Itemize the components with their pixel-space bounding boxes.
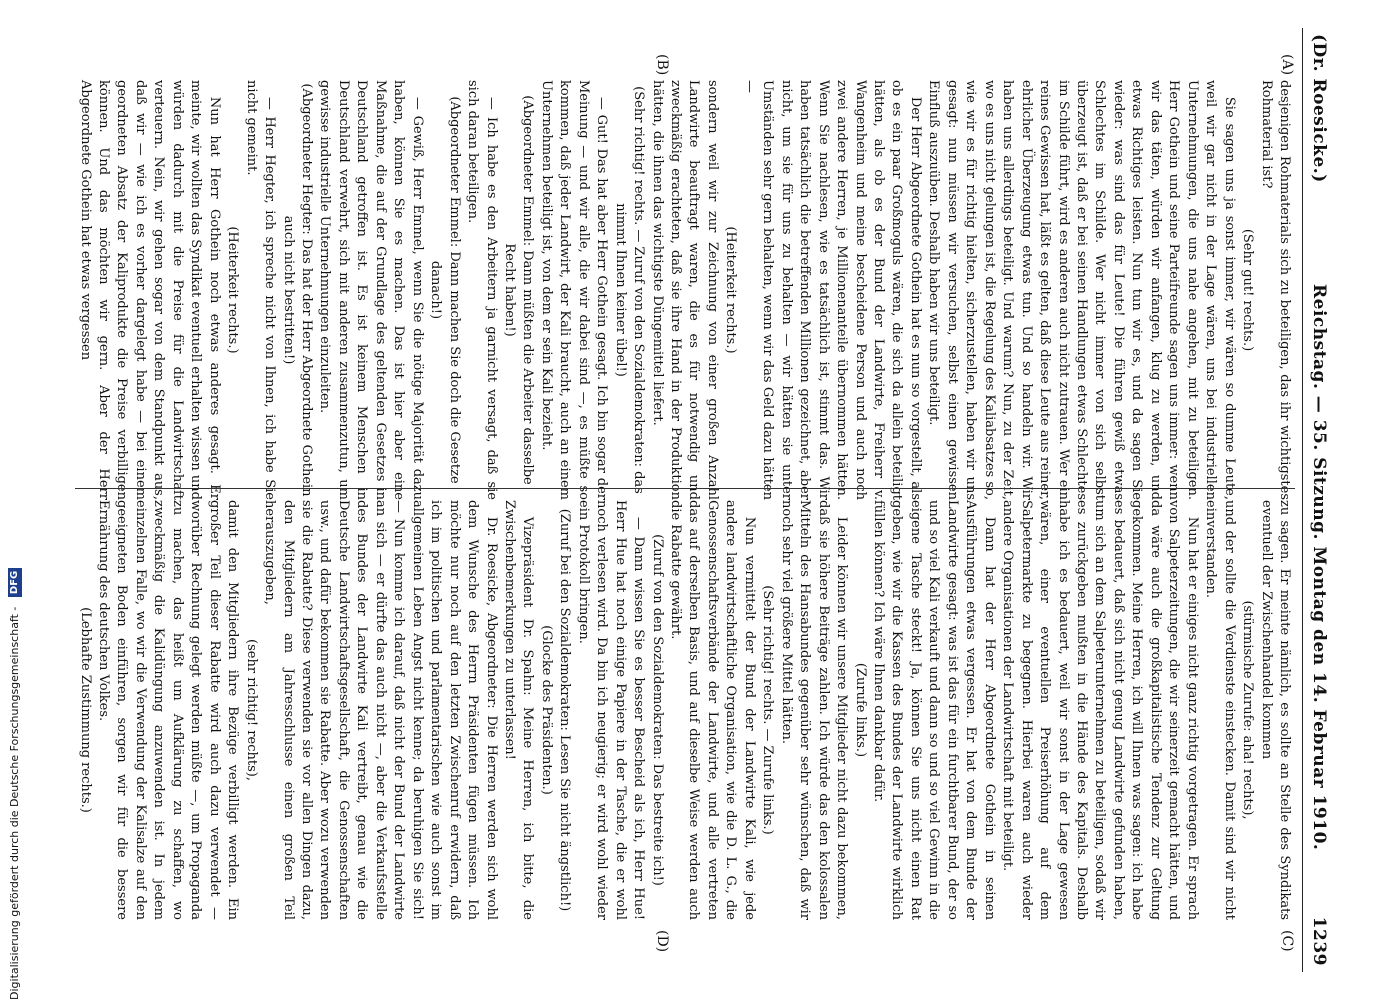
paragraph: (sehr richtig! rechts), bbox=[243, 639, 259, 781]
paragraph: Nun vermittelt der Bund der Landwirte Kali, wie jede andere landwirtschaftliche Organisation, wie die D. L. G., die Genossenschaftsverbände der Landwirte, und alle vertreten das auf derselben Basis, und auf dieselbe Weise werden auch die Rabatte gewährt. bbox=[668, 500, 757, 920]
paragraph: Der Herr Abgeordnete Gothein hat es nun so vorgestellt, als ob es ein paar Großmoguls wären, die sich da allein beteiligt hätten, als ob es der Bund der Landwirte, Freiherr v. Wangenheim und meine bescheidene Person und auch noch zwei andere Herren, je Millionenanteile übernommen hätten. Wenn Sie nachlesen, wie es tatsächlich ist, stimmt das. Wir haben tatsächlich die betreffenden Millionen gezeichnet, aber nicht, um sie für uns zu behalten — wir hätten sie unter Umständen sehr gern behalten, wenn wir das Geld dazu hätten — bbox=[741, 80, 923, 500]
paragraph: Leider können wir unsere Mitglieder nicht dazu bekommen, daß sie höhere Beiträge zahlen. Ich würde das den kolossalen Mitteln des Hansabundes gegenüber sehr wünschen, daß wir noch sehr viel größere Mittel hätten. bbox=[778, 500, 850, 920]
paragraph: (Zuruf von den Sozialdemokraten: Das bestreite ich!) bbox=[649, 534, 665, 886]
margin-marker-b: (B) bbox=[654, 54, 670, 76]
paragraph: (Abgeordneter Emmel: Dann machen Sie doch die Gesetze danach!) bbox=[428, 96, 462, 484]
margin-marker-c: (C) bbox=[1279, 930, 1295, 952]
paragraph: Dann hat der Herr Abgeordnete Gothein in seinen Ausführungen etwas vergessen. Er hat von dem Bunde der Landwirte gesagt: was ist das für ein furchtbarer Bund, der so und so viel Kali verkauft und dann so und so viel Gewinn in die eigene Tasche steckt! Ja, können Sie uns nicht einen Rat geben, wie wir die Kassen des Bundes der Landwirte wirklich füllen können? Ich wäre Ihnen dankbar dafür. bbox=[871, 500, 997, 920]
paragraph: Vizepräsident Dr. Spahn: Meine Herren, ich bitte, die Zwischenbemerkungen zu unterlassen! bbox=[501, 500, 536, 920]
paragraph: (stürmische Zurufe: aha! rechts), bbox=[1240, 600, 1256, 820]
paragraph: (Zurufe links.) bbox=[852, 662, 868, 758]
margin-marker-a: (A) bbox=[1279, 54, 1295, 76]
page-title: Reichstag. — 35. Sitzung. Montag den 14. Februar 1910. bbox=[1309, 284, 1329, 851]
paragraph: damit den Mitgliedern ihre Bezüge verbilligt werden. Ein großer Teil dieser Rabatte wird auch dazu verwendet — worüber Rechnung gelegt werden müßte —, um Propaganda zu machen, das heißt um Aufklärung zu schaffen, wo zweckmäßig die Kalidüngung anzuwenden ist. In jedem einzelnen Falle, wo wir die Verwendung der Kalisalze auf den geeigneten Boden einführen, sorgen wir für die bessere Ernährung des deutschen Volkes. bbox=[96, 500, 241, 920]
rotated-document-page bbox=[35, 20, 1335, 980]
paragraph: und der sollte die Verdienste einstecken. Damit sind wir nicht einverstanden. bbox=[1203, 500, 1237, 920]
header-rule bbox=[1302, 28, 1303, 972]
margin-marker-d: (D) bbox=[654, 930, 670, 953]
paragraph: (Zuruf bei den Sozialdemokraten: Lesen Sie nicht ängstlich!) bbox=[557, 508, 573, 912]
paragraph: — Ich habe es den Arbeitern ja garnicht versagt, daß sie sich daran beteiligen. bbox=[465, 80, 499, 500]
paragraph: zu sagen. Er meinte nämlich, es sollte an Stelle des Syndikats eventuell der Zwischenhandel kommen bbox=[1258, 500, 1292, 920]
paragraph: sondern weil wir zur Zeichnung von einer großen Anzahl Landwirte beauftragt waren, die es für notwendig und zweckmäßig erachteten, daß sie ihre Hand in der Produktion hätten, die ihnen das wichtigste Düngemittel liefert. bbox=[649, 80, 720, 500]
paragraph: Sie sagen uns ja sonst immer, wir wären so dumme Leute, weil wir gar nicht in der Lage wären, uns bei industriellen Unternehmungen, die uns nahe angehen, mit zu beteiligen. Herr Gothein und seine Parteifreunde sagen uns immer: wenn wir das täten, würden wir anfangen, klug zu werden, und etwas Richtiges leisten. Nun tun wir es, und da sagen Sie wieder: was sind das für Leute! Die führen gewiß etwas Schlechtes im Schilde. Wer nicht immer von sich selbst überzeugt ist, daß er bei seinen Handlungen etwas Schlechtes im Schilde führt, wird es anderen auch nicht zutrauen. Wer ein reines Gewissen hat, läßt es gelten, daß diese Leute aus reiner, ehrlicher Überzeugung etwas tun. Und so handeln wir. Wir haben uns allerdings beteiligt. Und warum? Nun, zu der Zeit, wo es uns nicht gelungen ist, die Regelung des Kaliabsatzes so, wie wir es für richtig hielten, sicherzustellen, haben wir uns gesagt: nun müssen wir versuchen, selbst einen gewissen Einfluß auszuüben. Deshalb haben wir uns beteiligt. bbox=[926, 80, 1237, 500]
paragraph: (Sehr richtig! rechts. — Zuruf von den Sozialdemokraten: das nimmt Ihnen keiner übel!) bbox=[612, 86, 647, 494]
digitization-credit bbox=[4, 0, 26, 1000]
paragraph: (Glocke des Präsidenten.) bbox=[538, 625, 554, 795]
page-header bbox=[1305, 34, 1329, 966]
credit-text: Digitalisierung gefördert durch die Deutsche Forschungsgemeinschaft - bbox=[8, 606, 21, 1000]
paragraph: — Gut! Das hat aber Herr Gothein gesagt. Ich bin sogar der Meinung — und wir alle, die wir dabei sind —, es müßte so kommen, daß jeder Landwirt, der Kali braucht, auch an einem Unternehmen beteiligt ist, von dem er sein Kali bezieht. bbox=[538, 80, 610, 500]
dfg-logo: DFG bbox=[8, 568, 22, 597]
paragraph: Nun hat Herr Gothein noch etwas anderes gesagt. Er meinte, wir wollten das Syndikat eventuell erhalten wissen und würden dadurch mit die Preise für die Landwirtschaft verteuern. Nein, wir gehen sogar von dem Standpunkt aus, daß wir — wie ich es vorher dargelegt habe — bei einem geordneten Absatz der Kaliprodukte die Preise verbilligen können. Und das möchten wir gern. Aber der Herr Abgeordnete Gothein hat etwas vergessen bbox=[77, 80, 222, 500]
paragraph: (Lebhafte Zustimmung rechts.) bbox=[77, 607, 93, 813]
right-text-column bbox=[75, 500, 1293, 920]
paragraph: (Heiterkeit rechts.) bbox=[225, 226, 241, 354]
paragraph: (Sehr gut! rechts.) bbox=[1240, 228, 1256, 352]
paragraph: — Gewiß, Herr Emmel, wenn Sie die nötige Majorität dazu haben, können Sie es machen. Das ist hier aber eine Maßnahme, die auf der Grundlage des geltenden Gesetzes in Deutschland getroffen ist. Es ist keinem Menschen in Deutschland verwehrt, sich mit anderen zusammenzutun, um gewisse industrielle Unternehmungen einzuleiten. bbox=[317, 80, 425, 500]
paragraph: — Herr Hegter, ich spreche nicht von Ihnen, ich habe Sie nicht gemeint. bbox=[243, 80, 278, 500]
column-divider bbox=[75, 488, 1295, 489]
paragraph: desjenigen Rohmaterials sich zu beteiligen, das ihr wichtigstes Rohmaterial ist? bbox=[1258, 80, 1292, 500]
paragraph: Dr. Roesicke, Abgeordneter: Die Herren werden sich wohl dem Wunsche des Herrn Präsidenten fügen müssen. Ich möchte nur noch auf den letzten Zwischenruf erwidern, daß ich im politischen und parlamentarischen wie auch sonst im allgemeinen Leben Angst nicht kenne; da beruhigen Sie sich! — Nun komme ich darauf, daß nicht der Bund der Landwirte an sich — er dürfte das auch nicht —, aber die Verkaufsstelle des Bundes der Landwirte Kali vertreibt, genau wie die Deutsche Landwirtschaftsgesellschaft, die Genossenschaften usw., und dafür bekommen sie Rabatte. Aber wozu verwenden sie die Rabatte? Diese verwenden sie vor allen Dingen dazu, den Mitgliedern am Jahresschlusse einen großen Teil herauszugeben, bbox=[262, 500, 499, 920]
left-text-column bbox=[75, 80, 1293, 500]
page-number: 1239 bbox=[1309, 916, 1329, 966]
paragraph: — Dann wissen Sie es besser Bescheid als ich, Herr Hue! Herr Hue hat noch einige Papiere in der Tasche, die er wohl noch verlesen wird. Da bin ich neugierig; er wird wohl wieder ein Protokoll bringen. bbox=[575, 500, 647, 920]
speaker-tag: (Dr. Roesicke.) bbox=[1309, 34, 1329, 183]
paragraph: (Abgeordneter Hegter: Das hat der Herr Abgeordnete Gothein auch nicht bestritten!) bbox=[280, 83, 314, 497]
paragraph: (Sehr richtig! rechts. — Zurufe links.) bbox=[760, 585, 776, 835]
paragraph: (Heiterkeit rechts.) bbox=[723, 226, 739, 354]
paragraph: (Abgeordneter Emmel: Dann müßten die Arbeiter dasselbe Recht haben!) bbox=[501, 95, 536, 485]
paragraph: Nun hat er einiges nicht ganz richtig vorgetragen. Er sprach von Salpeterzeitungen, die wir seinerzeit gemacht hätten, und da wäre auch die großkapitalistische Tendenz zur Geltung gekommen. Meine Herren, ich will Ihnen was sagen: ich habe es bedauert, daß sich nicht genug Landwirte gefunden haben, um sich an dem Salpeterunternehmen zu beteiligen, sodaß wir es zurückgeben mußten in die Hände des Kapitals. Deshalb habe ich es bedauert, weil wir sonst in der Lage gewesen wären, einer eventuellen Preiserhöhung auf dem Salpetermarkte zu begegnen. Hierbei waren auch wieder andere Organisationen der Landwirtschaft mit beteiligt. bbox=[1000, 500, 1200, 920]
